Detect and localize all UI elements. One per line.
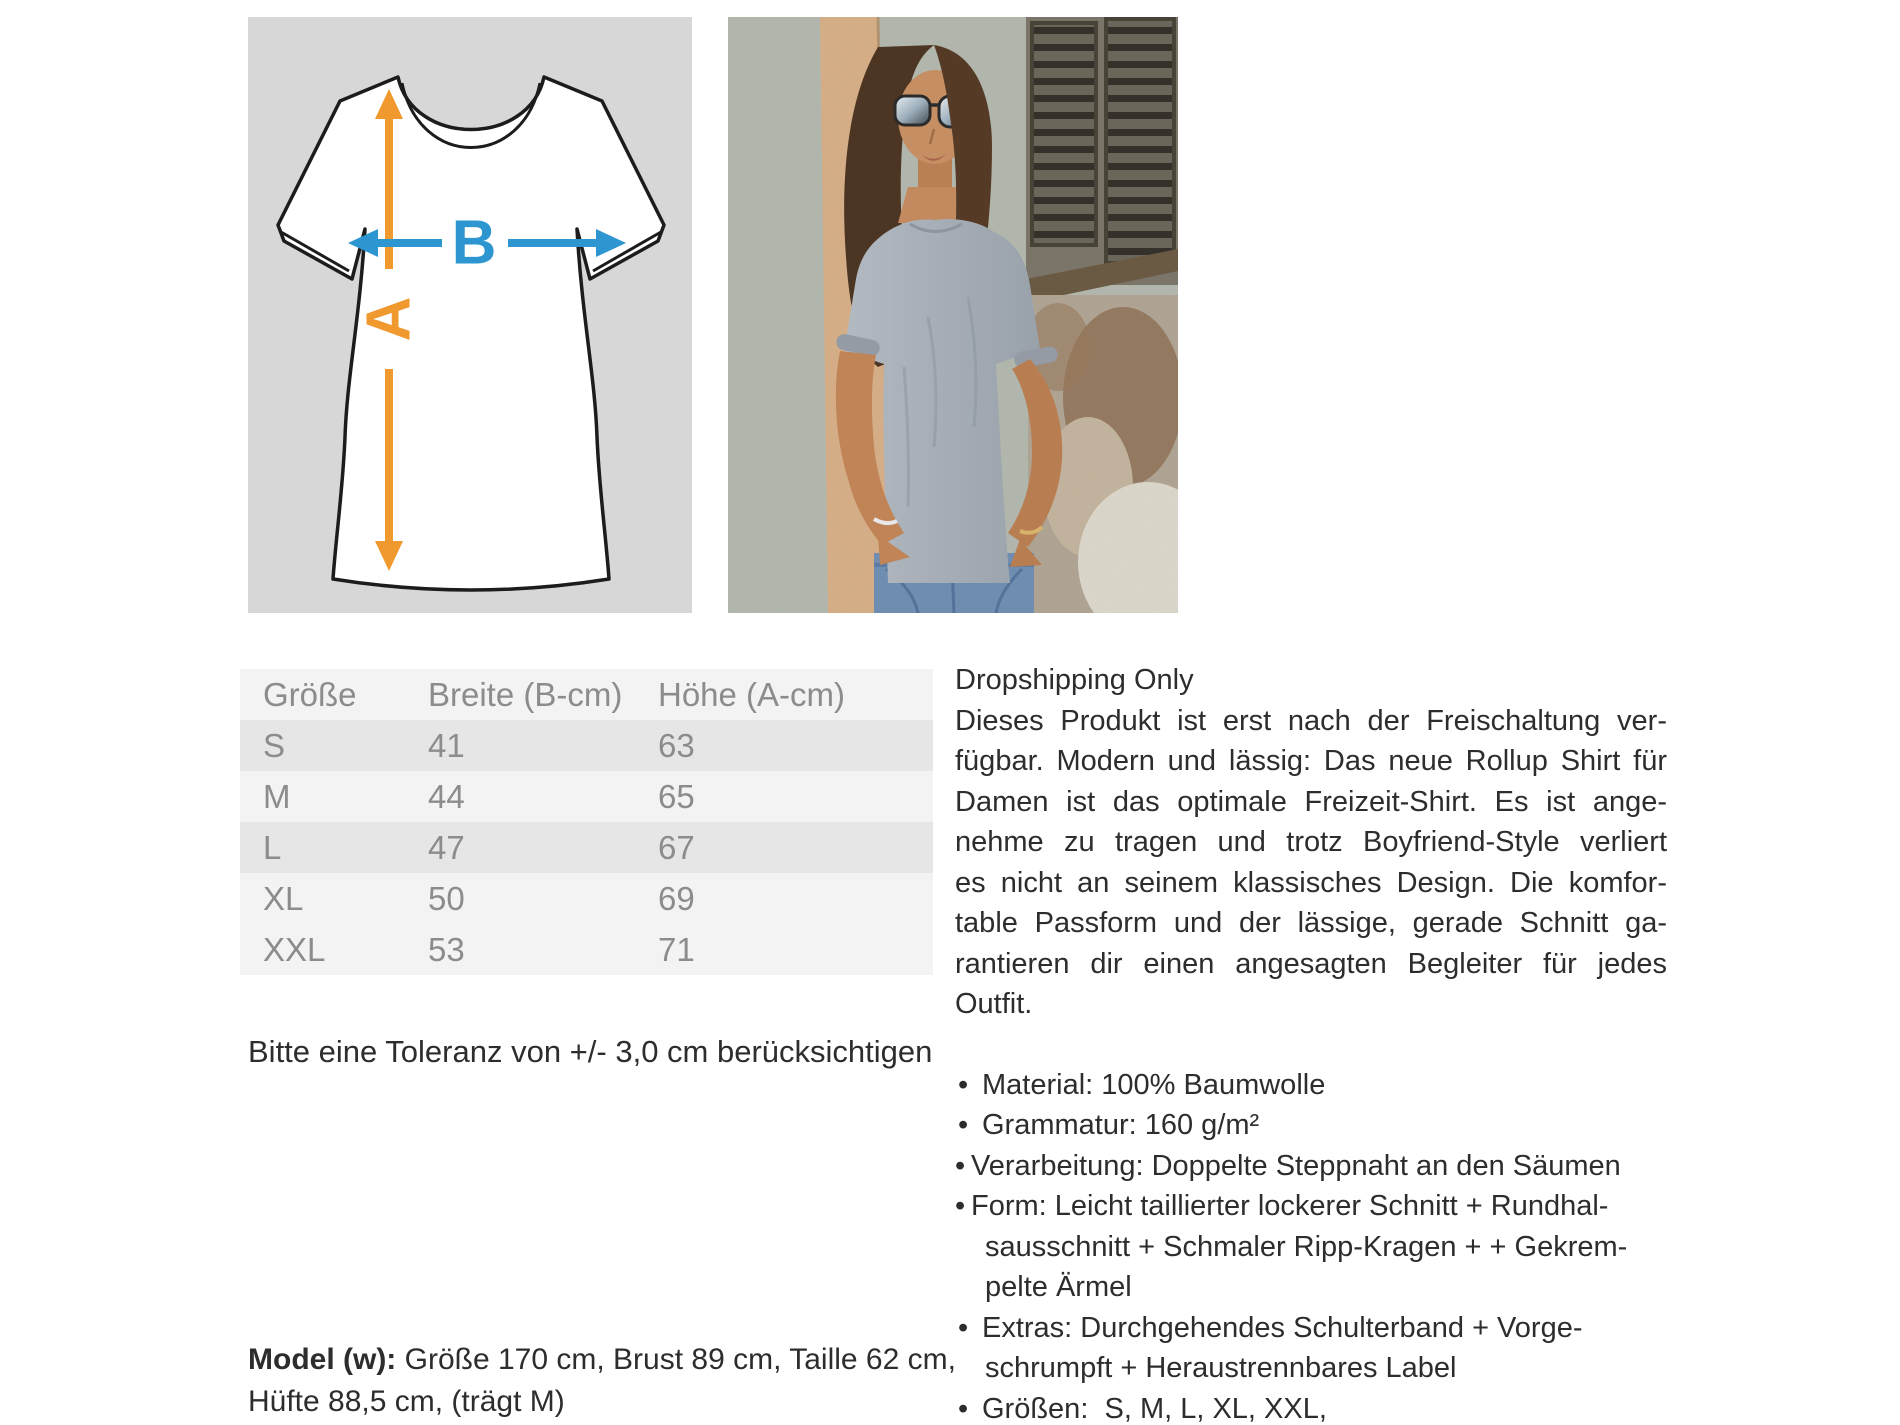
- size-table-body: [240, 720, 933, 975]
- size-cell: XL: [263, 879, 304, 917]
- bullet-text: Form: Leicht taillierter lockerer Schnitt + Rundhal-: [971, 1190, 1609, 1222]
- size-cell: M: [263, 777, 291, 815]
- size-cell: 50: [428, 879, 465, 917]
- bullet-text: Grammatur: 160 g/m²: [982, 1109, 1260, 1141]
- description-line: Damen ist das optimale Freizeit-Shirt. Es ist ange-: [955, 785, 1667, 818]
- size-cell: 69: [658, 879, 695, 917]
- bullet-text: Extras: Durchgehendes Schulterband + Vorge-: [982, 1311, 1583, 1344]
- model-info: [248, 1339, 956, 1423]
- bullet-line: [955, 1105, 1667, 1146]
- size-row-XL: [240, 873, 933, 924]
- size-row-S: [240, 720, 933, 771]
- measure-label-b: B: [451, 208, 497, 278]
- bullet-dot: •: [955, 1190, 966, 1222]
- description-paragraph: [955, 701, 1667, 1025]
- description-line: fügbar. Modern und lässig: Das neue Rollup Shirt für: [955, 745, 1667, 777]
- model-info-measurements: Größe 170 cm, Brust 89 cm, Taille 62 cm,: [396, 1343, 956, 1376]
- bullet-dot: •: [958, 1109, 969, 1141]
- column-header-breite: Breite (B-cm): [428, 675, 623, 713]
- bullet-line: sausschnitt + Schmaler Ripp-Kragen + + Gekrem-: [985, 1230, 1628, 1263]
- description-line: Dieses Produkt ist erst nach der Freischaltung ver-: [955, 704, 1667, 737]
- tshirt-measurement-diagram: [248, 17, 692, 613]
- measure-label-a: A: [354, 296, 424, 342]
- bullet-text: Material: 100% Baumwolle: [982, 1068, 1326, 1101]
- description-line: es nicht an seinem klassisches Design. Die komfor-: [955, 866, 1667, 899]
- bullet-text: Größen: S, M, L, XL, XXL,: [982, 1392, 1327, 1425]
- model-info-line1: [248, 1339, 956, 1381]
- bullet-line: [955, 1389, 1667, 1425]
- size-table-header-row: [240, 669, 933, 720]
- size-cell: 44: [428, 777, 465, 815]
- description-line: Outfit.: [955, 988, 1033, 1020]
- model-photo-scene: [728, 17, 1178, 613]
- bullet-line: pelte Ärmel: [985, 1271, 1132, 1303]
- size-cell: 71: [658, 930, 695, 968]
- size-cell: 67: [658, 828, 695, 866]
- description-line: nehme zu tragen und trotz Boyfriend-Style verliert: [955, 826, 1667, 858]
- size-table: [240, 669, 933, 975]
- column-header-groesse: Größe: [263, 675, 357, 713]
- size-cell: 47: [428, 828, 465, 866]
- model-info-line2: Hüfte 88,5 cm, (trägt M): [248, 1385, 565, 1418]
- bullet-line: [955, 1065, 1667, 1106]
- model-info-label: Model (w):: [248, 1343, 397, 1376]
- bullet-dot: •: [958, 1392, 969, 1425]
- size-cell: 65: [658, 777, 695, 815]
- bullet-text: Verarbeitung: Doppelte Steppnaht an den Säumen: [971, 1149, 1621, 1182]
- description-line: table Passform und der lässige, gerade Schnitt ga-: [955, 907, 1667, 939]
- bullet-line: [955, 1186, 1667, 1227]
- description-bullets: [955, 1065, 1667, 1425]
- bullet-dot: •: [955, 1149, 966, 1182]
- size-cell: XXL: [263, 930, 326, 968]
- bullet-line: [955, 1308, 1667, 1349]
- description-heading: Dropshipping Only: [955, 664, 1194, 696]
- size-cell: S: [263, 726, 286, 764]
- bullet-line: schrumpft + Heraustrennbares Label: [985, 1352, 1457, 1384]
- bullet-dot: •: [958, 1068, 969, 1101]
- size-cell: L: [263, 828, 282, 866]
- size-row-XXL: [240, 924, 933, 975]
- model-photo: [728, 17, 1178, 613]
- size-cell: 63: [658, 726, 695, 764]
- bullet-dot: •: [958, 1311, 969, 1344]
- tolerance-note: Bitte eine Toleranz von +/- 3,0 cm berücksichtigen: [248, 1034, 933, 1069]
- window-shutters: [1026, 17, 1178, 303]
- size-cell: 53: [428, 930, 465, 968]
- bullet-line: [955, 1146, 1667, 1187]
- size-diagram-panel: [248, 17, 692, 613]
- size-row-L: [240, 822, 933, 873]
- description-line: rantieren dir einen angesagten Begleiter für jedes: [955, 947, 1667, 980]
- column-header-hoehe: Höhe (A-cm): [658, 675, 846, 713]
- size-row-M: [240, 771, 933, 822]
- size-cell: 41: [428, 726, 465, 764]
- product-description: [955, 660, 1667, 1425]
